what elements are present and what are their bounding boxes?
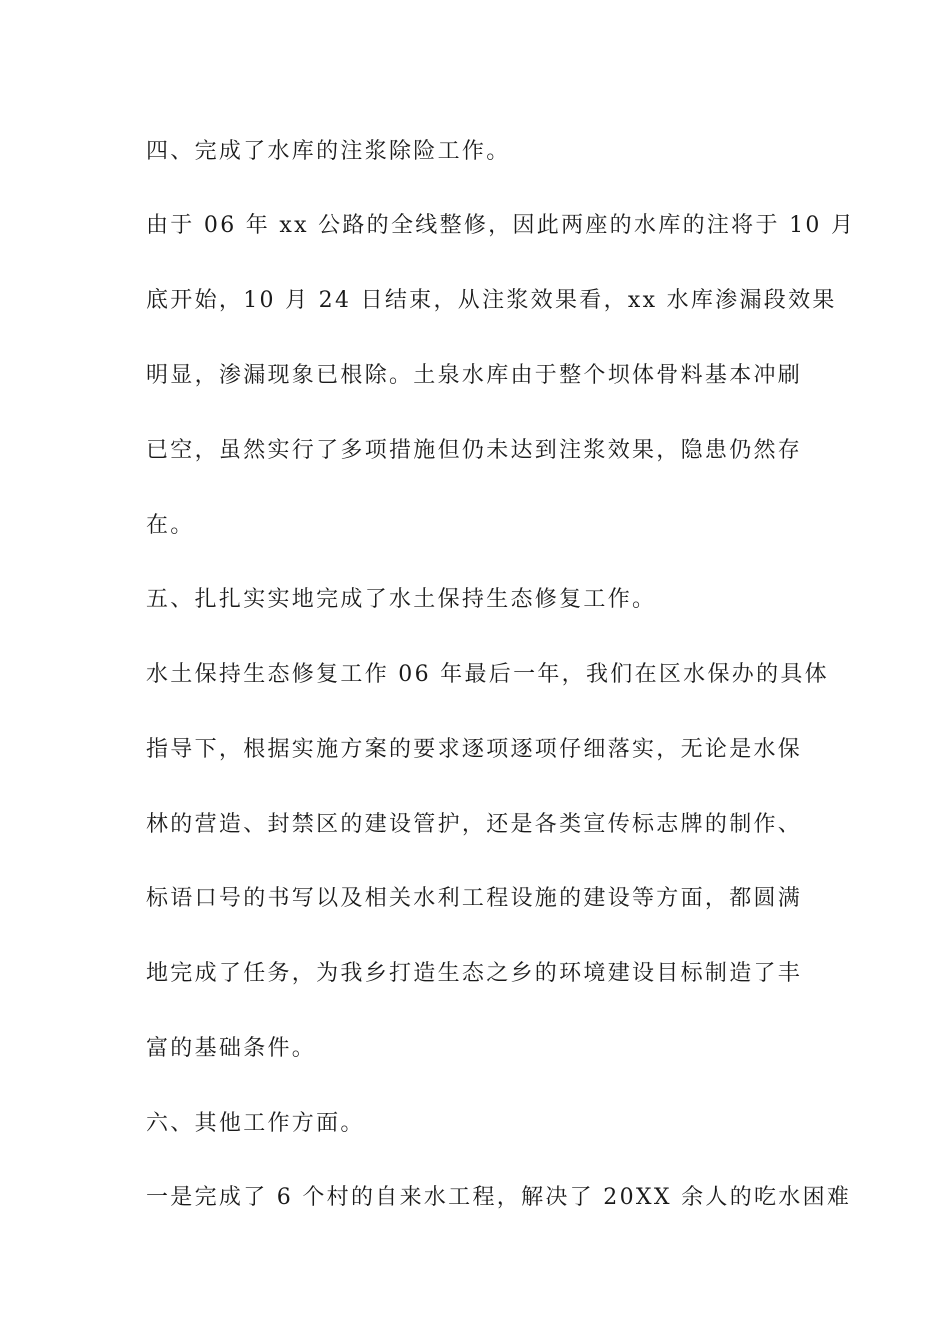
- paragraph-line: 在。: [146, 513, 195, 538]
- paragraph-line: 已空，虽然实行了多项措施但仍未达到注浆效果，隐患仍然存: [146, 438, 803, 463]
- section-heading-5: 五、扎扎实实地完成了水土保持生态修复工作。: [146, 587, 657, 612]
- paragraph-line: 一是完成了 6 个村的自来水工程，解决了 20XX 余人的吃水困难: [146, 1185, 852, 1210]
- paragraph-line: 地完成了任务，为我乡打造生态之乡的环境建设目标制造了丰: [146, 961, 803, 986]
- paragraph-line: 明显，渗漏现象已根除。土泉水库由于整个坝体骨料基本冲刷: [146, 363, 803, 388]
- paragraph-line: 指导下，根据实施方案的要求逐项逐项仔细落实，无论是水保: [146, 737, 803, 762]
- paragraph-line: 富的基础条件。: [146, 1036, 317, 1061]
- section-heading-4: 四、完成了水库的注浆除险工作。: [146, 139, 511, 164]
- paragraph-line: 底开始，10 月 24 日结束，从注浆效果看，xx 水库渗漏段效果: [146, 288, 837, 313]
- section-heading-6: 六、其他工作方面。: [146, 1111, 365, 1136]
- paragraph-line: 林的营造、封禁区的建设管护，还是各类宣传标志牌的制作、: [146, 812, 803, 837]
- paragraph-line: 标语口号的书写以及相关水利工程设施的建设等方面，都圆满: [146, 886, 803, 911]
- paragraph-line: 由于 06 年 xx 公路的全线整修，因此两座的水库的注将于 10 月: [146, 213, 856, 238]
- paragraph-line: 水土保持生态修复工作 06 年最后一年，我们在区水保办的具体: [146, 662, 829, 687]
